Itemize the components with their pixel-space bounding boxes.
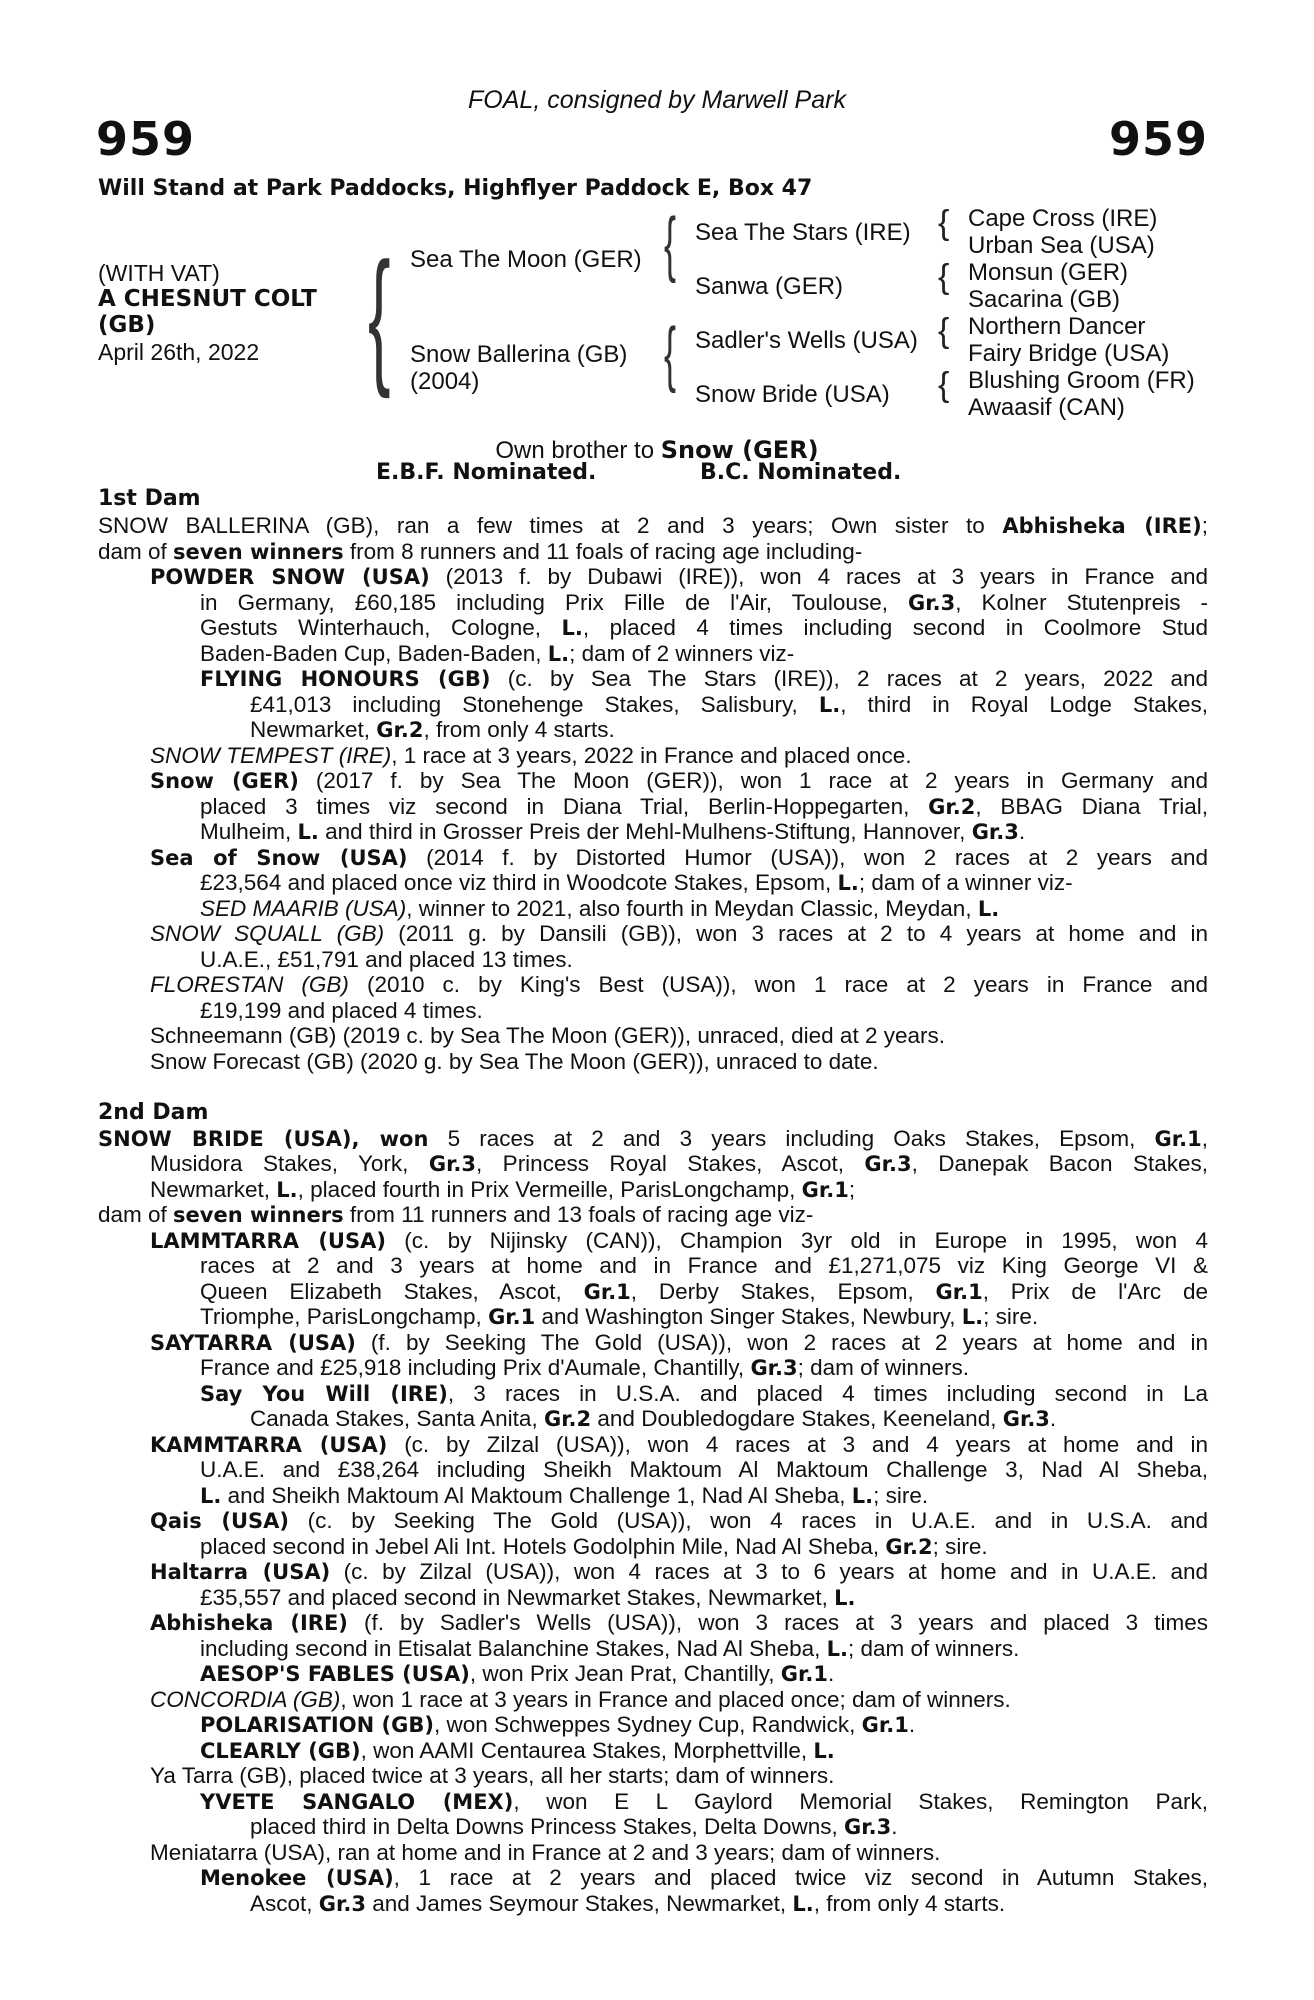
text-run: L. (818, 692, 841, 717)
text-run: placed 3 times viz second in Diana Trial, Berlin-Hoppegarten, (200, 793, 929, 819)
text-run: Gr.2 (376, 718, 424, 742)
text-run: , Danepak Bacon Stakes, (911, 1151, 1208, 1176)
text-run: CONCORDIA (GB) (150, 1686, 341, 1712)
text-run: L. (561, 616, 583, 640)
text-run: (f. by Seeking The Gold (USA)), won 2 races at 2 years at home and in (355, 1329, 1208, 1355)
text-run: Canada Stakes, Santa Anita, (250, 1406, 544, 1431)
text-line (98, 1508, 1208, 1534)
text-line (98, 1432, 1208, 1458)
text-run: U.A.E. and £38,264 including Sheikh Maktoum Al Maktoum Challenge 3, Nad Al Sheba, (200, 1457, 1208, 1482)
text-line (98, 1304, 1208, 1330)
text-run: , Prix de l'Arc de (982, 1278, 1208, 1304)
own-brother-name: Snow (GER) (660, 436, 819, 464)
text-run: L. (547, 641, 570, 666)
text-run: Gr.2 (543, 1407, 592, 1431)
text-run: L. (961, 1305, 984, 1329)
text-line (98, 641, 1208, 667)
text-run: , 1 race at 2 years and placed twice viz second in Autumn Stakes, (393, 1865, 1208, 1890)
text-run: Snow Forecast (GB) (2020 g. by Sea The Moon (GER)), unraced to date. (150, 1048, 879, 1074)
text-line (98, 1712, 1208, 1738)
text-run: ; sire. (873, 1482, 929, 1508)
text-line (98, 845, 1208, 871)
text-run: KAMMTARRA (USA) (150, 1432, 388, 1457)
text-run: Qais (USA) (150, 1509, 290, 1533)
pedigree-ddd: Awaasif (CAN) (968, 394, 1125, 421)
text-line (98, 615, 1208, 641)
pedigree-sdd: Sacarina (GB) (968, 286, 1121, 313)
text-run: L. (834, 1585, 856, 1610)
text-run: and Sheikh Maktoum Al Maktoum Challenge 1, Nad Al Sheba, (221, 1482, 852, 1508)
text-run: Ascot, (250, 1890, 319, 1916)
text-run: (c. by Sea The Stars (IRE)), 2 races at 2 years, 2022 and (490, 666, 1208, 691)
text-run: (c. by Zilzal (USA)), won 4 races at 3 to 6 years at home and in U.A.E. and (330, 1559, 1208, 1584)
text-run: , Princess Royal Stakes, Ascot, (476, 1151, 865, 1176)
text-line (98, 896, 1208, 922)
text-run: ; sire. (932, 1533, 988, 1559)
text-run: from 11 runners and 13 foals of racing age viz- (343, 1202, 814, 1227)
text-run: (c. by Nijinsky (CAN)), Champion 3yr old in Europe in 1995, won 4 (385, 1227, 1209, 1253)
text-run: L. (837, 871, 859, 895)
text-run: , from only 4 starts. (813, 1890, 1006, 1916)
text-run: . (908, 1712, 916, 1737)
text-line (98, 513, 1208, 539)
text-run: Musidora Stakes, York, (150, 1151, 429, 1176)
ebf-nominated: E.B.F. Nominated. (376, 460, 597, 485)
text-line (98, 1865, 1208, 1891)
text-run: Menokee (USA) (200, 1866, 394, 1890)
text-run: POWDER SNOW (USA) (150, 565, 430, 589)
text-run: Gr.1 (935, 1279, 983, 1304)
text-line (98, 1228, 1208, 1254)
text-run: , won AAMI Centaurea Stakes, Morphettville, (360, 1737, 814, 1763)
text-run: £41,013 including Stonehenge Stakes, Salisbury, (250, 691, 819, 717)
text-line (98, 717, 1208, 743)
text-run: ; dam of a winner viz- (858, 870, 1073, 895)
text-run: SNOW TEMPEST (IRE) (150, 742, 392, 768)
text-line (98, 972, 1208, 998)
text-run: ; (1201, 513, 1208, 538)
text-run: L. (813, 1738, 835, 1763)
pedigree-dam-sire: Sadler's Wells (USA) (695, 327, 918, 354)
text-run: (2014 f. by Distorted Humor (USA)), won 2 races at 2 years and (407, 844, 1208, 870)
text-line (98, 794, 1208, 820)
text-run: Gr.1 (780, 1662, 828, 1686)
text-run: Gr.2 (928, 794, 976, 819)
text-run: Queen Elizabeth Stakes, Ascot, (200, 1278, 584, 1304)
text-line (98, 1534, 1208, 1560)
text-line (98, 1610, 1208, 1636)
text-line (98, 1126, 1208, 1152)
text-run: . (1018, 819, 1026, 844)
text-line (98, 998, 1208, 1024)
text-run: , Derby Stakes, Epsom, (630, 1278, 936, 1304)
text-run: , won E L Gaylord Memorial Stakes, Remington Park, (513, 1788, 1208, 1814)
text-run: SAYTARRA (USA) (150, 1330, 356, 1355)
text-line (98, 1891, 1208, 1917)
subject-origin: (GB) (98, 312, 156, 338)
text-run: (f. by Sadler's Wells (USA)), won 3 races at 3 years and placed 3 times (347, 1610, 1208, 1635)
brace-sd: { (938, 258, 950, 296)
text-run: Gr.3 (864, 1152, 912, 1176)
text-run: , winner to 2021, also fourth in Meydan Classic, Meydan, (406, 895, 978, 921)
subject-title: A CHESNUT COLT (98, 286, 317, 312)
text-run: L. (792, 1891, 814, 1916)
text-run: ; dam of winners. (797, 1355, 969, 1380)
text-run: CLEARLY (GB) (200, 1738, 361, 1763)
text-run: , won Prix Jean Prat, Chantilly, (469, 1661, 781, 1686)
text-run: Haltarra (USA) (150, 1560, 331, 1584)
pedigree-dds: Blushing Groom (FR) (968, 367, 1195, 394)
text-run: and Doubledogdare Stakes, Keeneland, (591, 1406, 1003, 1431)
pedigree-sds: Monsun (GER) (968, 259, 1129, 286)
date-of-birth: April 26th, 2022 (98, 339, 260, 365)
text-run: , BBAG Diana Trial, (975, 793, 1209, 819)
text-run: SNOW BALLERINA (GB), ran a few times at 2 and 3 years; Own sister to (98, 513, 1003, 538)
text-line (98, 1763, 1208, 1789)
text-run: L. (826, 1636, 849, 1661)
text-run: (2017 f. by Sea The Moon (GER)), won 1 race at 2 years in Germany and (298, 768, 1208, 793)
text-run: L. (851, 1483, 874, 1508)
text-run: £23,564 and placed once viz third in Woodcote Stakes, Epsom, (200, 870, 838, 895)
text-run: , from only 4 starts. (423, 717, 615, 742)
text-run: U.A.E., £51,791 and placed 13 times. (200, 946, 573, 972)
text-line (98, 1661, 1208, 1687)
text-line (98, 1253, 1208, 1279)
text-line (98, 1049, 1208, 1075)
pedigree-sss: Cape Cross (IRE) (968, 205, 1158, 232)
pedigree-brace-main: { (368, 231, 391, 399)
brace-ss: { (938, 204, 950, 242)
text-run: Gr.1 (488, 1305, 536, 1329)
text-run: Gr.3 (971, 820, 1019, 844)
pedigree-dss: Northern Dancer (968, 313, 1146, 340)
text-run: Gr.3 (1002, 1407, 1050, 1431)
brace-ds: { (938, 312, 950, 350)
text-run: Schneemann (GB) (2019 c. by Sea The Moon (GER)), unraced, died at 2 years. (150, 1023, 945, 1048)
text-run: from 8 runners and 11 foals of racing age including- (343, 538, 863, 564)
text-line (98, 1789, 1208, 1815)
text-run: and James Seymour Stakes, Newmarket, (365, 1890, 793, 1916)
pedigree-ssd: Urban Sea (USA) (968, 232, 1155, 259)
text-run: . (1049, 1406, 1057, 1431)
text-run: placed third in Delta Downs Princess Stakes, Delta Downs, (250, 1814, 845, 1839)
text-run: , placed fourth in Prix Vermeille, ParisLongchamp, (297, 1176, 802, 1202)
text-line (98, 921, 1208, 947)
text-run: ; sire. (983, 1304, 1039, 1329)
text-run: SNOW BRIDE (USA), won (98, 1126, 429, 1151)
text-line (98, 743, 1208, 769)
dam-produce-record (98, 513, 1208, 1916)
text-line (98, 539, 1208, 565)
text-run: . (891, 1814, 898, 1839)
text-run: France and £25,918 including Prix d'Aumale, Chantilly, (200, 1355, 751, 1380)
first-dam-heading: 1st Dam (98, 486, 201, 511)
text-run: L. (297, 820, 319, 844)
vat-label: (WITH VAT) (98, 260, 220, 286)
first-dam-section (98, 513, 1208, 1074)
text-line (98, 1330, 1208, 1356)
text-line (98, 692, 1208, 718)
text-run: Gr.1 (861, 1713, 909, 1737)
bc-nominated: B.C. Nominated. (700, 460, 902, 485)
text-line (98, 1177, 1208, 1203)
text-run: Newmarket, (150, 1176, 277, 1202)
text-run: £19,199 and placed 4 times. (200, 997, 483, 1023)
text-run: placed second in Jebel Ali Int. Hotels Godolphin Mile, Nad Al Sheba, (200, 1533, 886, 1559)
text-run: Say You Will (IRE) (200, 1381, 448, 1406)
text-run: ; dam of winners. (848, 1635, 1020, 1661)
text-run: (2011 g. by Dansili (GB)), won 3 races at 2 to 4 years at home and in (384, 921, 1208, 946)
text-run: Snow (GER) (150, 769, 299, 793)
text-run: YVETE SANGALO (MEX) (200, 1789, 514, 1814)
text-line (98, 1279, 1208, 1305)
text-line (98, 768, 1208, 794)
text-run: (2013 f. by Dubawi (IRE)), won 4 races at 3 years in France and (429, 564, 1208, 589)
text-run: seven winners (173, 539, 344, 564)
text-run: Gr.3 (318, 1891, 366, 1916)
text-run: dam of (98, 538, 174, 564)
text-run: FLORESTAN (GB) (150, 972, 349, 997)
text-line (98, 947, 1208, 973)
pedigree-dam: Snow Ballerina (GB) (410, 341, 628, 368)
text-run: SED MAARIB (USA) (200, 895, 407, 921)
text-run: L. (200, 1483, 222, 1508)
consignment-header: FOAL, consigned by Marwell Park (468, 86, 846, 114)
second-dam-section (98, 1126, 1208, 1917)
text-run: Gr.2 (885, 1534, 933, 1559)
own-brother-note: Own brother to Snow (GER) (495, 436, 819, 464)
pedigree-sire: Sea The Moon (GER) (410, 246, 642, 273)
text-run: L. (977, 896, 1000, 921)
pedigree-dam-dam: Snow Bride (USA) (695, 381, 890, 408)
text-run: (c. by Zilzal (USA)), won 4 races at 3 and 4 years at home and in (387, 1431, 1208, 1457)
text-line (98, 1559, 1208, 1585)
text-run: , placed 4 times including second in Coolmore Stud (582, 615, 1208, 640)
text-run: in Germany, £60,185 including Prix Fille de l'Air, Toulouse, (200, 589, 909, 615)
text-run: Triomphe, ParisLongchamp, (200, 1304, 489, 1329)
text-line (98, 1483, 1208, 1509)
text-run: L. (276, 1177, 298, 1202)
text-line (98, 1840, 1208, 1866)
text-line (98, 666, 1208, 692)
text-line (98, 1381, 1208, 1407)
text-run: Sea of Snow (USA) (150, 845, 408, 870)
text-line (98, 564, 1208, 590)
text-run: (c. by Seeking The Gold (USA)), won 4 races in U.A.E. and in U.S.A. and (289, 1508, 1208, 1533)
text-run: 5 races at 2 and 3 years including Oaks Stakes, Epsom, (428, 1125, 1155, 1151)
pedigree-brace-sire: { (664, 204, 677, 284)
pedigree-sire-sire: Sea The Stars (IRE) (695, 219, 911, 246)
text-run: , won 1 race at 3 years in France and placed once; dam of winners. (340, 1686, 1011, 1712)
text-line (98, 1406, 1208, 1432)
text-run: Gr.1 (583, 1279, 631, 1304)
text-run: Gestuts Winterhauch, Cologne, (200, 615, 562, 640)
text-line (98, 1585, 1208, 1611)
text-run: ; dam of 2 winners viz- (569, 640, 795, 666)
pedigree-dam-year: (2004) (410, 368, 480, 395)
text-run: , (1201, 1125, 1208, 1151)
text-line (98, 1023, 1208, 1049)
text-run: Ya Tarra (GB), placed twice at 3 years, all her starts; dam of winners. (150, 1763, 835, 1788)
lot-number-right: 959 (1108, 112, 1208, 166)
text-line (98, 819, 1208, 845)
stand-location: Will Stand at Park Paddocks, Highflyer Paddock E, Box 47 (98, 176, 813, 201)
text-run: and Washington Singer Stakes, Newbury, (535, 1304, 962, 1329)
text-run: Gr.3 (750, 1356, 798, 1380)
text-line (98, 590, 1208, 616)
text-run: Gr.1 (1154, 1126, 1202, 1151)
text-run: . (827, 1661, 835, 1686)
text-run: (2010 c. by King's Best (USA)), won 1 race at 2 years in France and (348, 972, 1208, 997)
text-line (98, 1355, 1208, 1381)
text-run: FLYING HONOURS (GB) (200, 667, 491, 691)
text-run: , 3 races in U.S.A. and placed 4 times including second in La (447, 1380, 1208, 1406)
text-run: SNOW SQUALL (GB) (150, 921, 385, 946)
text-run: Gr.3 (844, 1815, 892, 1839)
text-line (98, 870, 1208, 896)
text-run: ; (848, 1176, 856, 1202)
text-line (98, 1738, 1208, 1764)
text-run: Baden-Baden Cup, Baden-Baden, (200, 640, 548, 666)
text-run: , won Schweppes Sydney Cup, Randwick, (433, 1712, 862, 1737)
text-run: Abhisheka (IRE) (1002, 514, 1202, 538)
text-line (98, 1636, 1208, 1662)
text-run: POLARISATION (GB) (200, 1713, 434, 1737)
lot-number-left: 959 (96, 112, 196, 166)
text-line (98, 1457, 1208, 1483)
text-line (98, 1687, 1208, 1713)
pedigree-dsd: Fairy Bridge (USA) (968, 340, 1170, 367)
text-run: Gr.3 (908, 590, 956, 615)
text-run: Gr.3 (428, 1152, 477, 1176)
text-run: including second in Etisalat Balanchine Stakes, Nad Al Sheba, (200, 1635, 827, 1661)
text-run: AESOP'S FABLES (USA) (200, 1662, 470, 1686)
text-run: and third in Grosser Preis der Mehl-Mulhens-Stiftung, Hannover, (318, 819, 972, 844)
text-line (98, 1202, 1208, 1228)
text-run: Newmarket, (250, 717, 377, 742)
text-run: £35,557 and placed second in Newmarket Stakes, Newmarket, (200, 1584, 835, 1610)
text-run: dam of (98, 1202, 174, 1227)
text-run: , third in Royal Lodge Stakes, (840, 691, 1208, 717)
text-run: Mulheim, (200, 819, 298, 844)
text-run: Meniatarra (USA), ran at home and in France at 2 and 3 years; dam of winners. (150, 1839, 941, 1865)
text-line (98, 1814, 1208, 1840)
second-dam-heading: 2nd Dam (98, 1100, 209, 1125)
text-run: Gr.1 (801, 1177, 849, 1202)
text-line (98, 1151, 1208, 1177)
pedigree-brace-dam: { (664, 314, 677, 394)
text-run: LAMMTARRA (USA) (150, 1228, 386, 1253)
text-run: seven winners (173, 1203, 344, 1227)
text-run: , Kolner Stutenpreis - (955, 589, 1208, 615)
text-run: , 1 race at 3 years, 2022 in France and placed once. (391, 742, 912, 768)
text-run: races at 2 and 3 years at home and in France and £1,271,075 viz King George VI & (200, 1253, 1208, 1278)
pedigree-sire-dam: Sanwa (GER) (695, 273, 844, 300)
brace-dd: { (938, 366, 950, 404)
text-run: Abhisheka (IRE) (150, 1611, 348, 1635)
